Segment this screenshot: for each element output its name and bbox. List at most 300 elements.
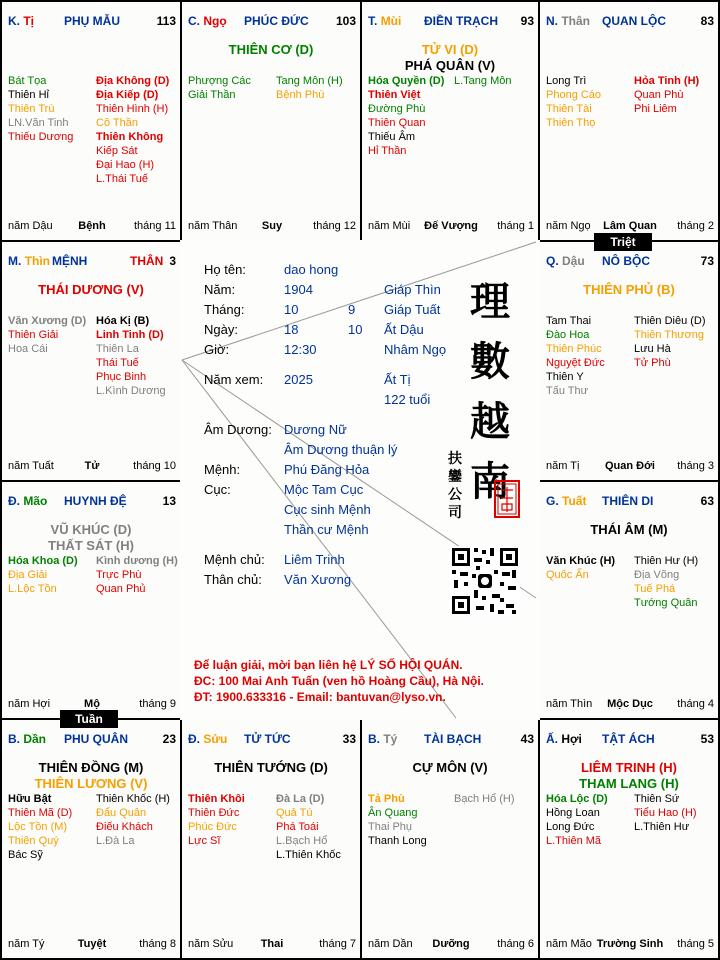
palace-footer xyxy=(8,220,176,234)
minor-star: Thiếu Âm xyxy=(368,131,416,143)
palace-truong-sinh: Lâm Quan xyxy=(603,220,657,232)
palace-chi: Dần xyxy=(23,732,47,746)
palace-header xyxy=(188,14,356,30)
stars-right-column xyxy=(276,792,341,862)
value-menh-chu: Liêm Trinh xyxy=(284,552,345,567)
value-nam-xem-can: Ất Tị xyxy=(384,372,411,387)
stars-left-column xyxy=(546,74,601,130)
palace-mui[interactable] xyxy=(360,0,540,242)
palace-can: N. xyxy=(546,14,558,28)
palace-year: năm Mão xyxy=(546,938,592,950)
palace-truong-sinh: Trường Sinh xyxy=(596,938,664,950)
palace-footer xyxy=(546,220,714,234)
minor-star: Đẩu Quân xyxy=(96,807,147,819)
minor-star: Kình dương (H) xyxy=(96,555,178,567)
minor-star: L.Thiên Mã xyxy=(546,835,602,847)
palace-suu[interactable] xyxy=(180,718,362,960)
palace-month: tháng 10 xyxy=(133,460,176,472)
qr-code-icon[interactable] xyxy=(450,546,520,616)
minor-star: Tuế Phá xyxy=(634,583,676,595)
main-star: THIÊN CƠ (D) xyxy=(228,42,314,57)
calligraphy-char-1: 理 xyxy=(470,278,510,325)
stars-right-column xyxy=(634,314,706,370)
palace-code xyxy=(188,732,227,746)
minor-star: L.Tang Môn xyxy=(454,75,512,87)
palace-truong-sinh: Tuyệt xyxy=(77,938,107,950)
minor-star: Hóa Lộc (D) xyxy=(546,793,608,805)
minor-star: Thiên Đức xyxy=(188,807,240,819)
palace-truong-sinh: Mộc Dục xyxy=(607,698,653,710)
stars-right-column xyxy=(276,74,343,102)
minor-star: Thiên Việt xyxy=(368,89,421,101)
stars-left-column xyxy=(8,792,72,862)
palace-can: Q. xyxy=(546,254,559,268)
stars-right-column xyxy=(634,74,699,116)
contact-line-1: Để luận giải, mời bạn liên hệ LÝ SỐ HỘI QUÁN. xyxy=(194,658,463,672)
stars-right-column xyxy=(454,74,511,88)
palace-truong-sinh: Dưỡng xyxy=(432,938,470,950)
minor-star: Đại Hao (H) xyxy=(96,159,155,171)
palace-month: tháng 8 xyxy=(139,938,176,950)
minor-star: Thai Phụ xyxy=(368,821,413,833)
value-cuc-1: Mộc Tam Cục xyxy=(284,482,364,497)
main-star: LIÊM TRINH (H) xyxy=(580,760,678,775)
palace-code xyxy=(8,254,50,268)
minor-star: Địa Giải xyxy=(8,569,48,581)
palace-year: năm Dần xyxy=(368,938,413,950)
palace-truong-sinh: Bệnh xyxy=(78,220,106,232)
center-info-panel xyxy=(180,240,540,720)
palace-code xyxy=(546,732,582,746)
value-nam-can: Giáp Thìn xyxy=(384,282,441,297)
minor-star: Điếu Khách xyxy=(96,821,153,833)
palace-truong-sinh: Suy xyxy=(261,220,283,232)
palace-chi: Tị xyxy=(23,14,35,28)
palace-name: ĐIỀN TRẠCH xyxy=(424,14,498,28)
minor-star: L.Thái Tuế xyxy=(96,173,148,185)
palace-year: năm Thìn xyxy=(546,698,593,710)
minor-star: Thiên Diêu (D) xyxy=(634,315,706,327)
palace-name: QUAN LỘC xyxy=(602,14,666,28)
minor-star: Hữu Bật xyxy=(8,793,52,805)
minor-star: Phúc Đức xyxy=(188,821,237,833)
minor-star: Tang Môn (H) xyxy=(276,75,343,87)
palace-number: 63 xyxy=(700,494,714,508)
minor-star: Nguyệt Đức xyxy=(546,357,605,369)
palace-header xyxy=(8,254,176,270)
palace-number: 3 xyxy=(169,254,176,268)
minor-star: Cô Thần xyxy=(96,117,138,129)
minor-star: Hỉ Thần xyxy=(368,145,407,157)
palace-year: năm Tý xyxy=(8,938,45,950)
contact-line-2: ĐC: 100 Mai Anh Tuấn (ven hồ Hoàng Cầu), Hà Nội. xyxy=(194,674,485,688)
palace-month: tháng 3 xyxy=(677,460,714,472)
value-ngay-2: 10 xyxy=(348,322,363,337)
minor-star: Thiên Phúc xyxy=(546,343,602,355)
palace-footer xyxy=(8,938,176,952)
minor-star: Long Trì xyxy=(546,75,587,87)
minor-star: Linh Tinh (D) xyxy=(96,329,164,341)
minor-star: Phục Binh xyxy=(96,371,147,383)
palace-year: năm Mùi xyxy=(368,220,411,232)
value-nam-xem: 2025 xyxy=(284,372,313,387)
minor-star: Văn Xương (D) xyxy=(8,315,87,327)
minor-star: Hóa Kị (B) xyxy=(96,315,150,327)
value-tuoi: 122 tuổi xyxy=(384,392,431,407)
seal-char: 鑾 xyxy=(448,469,462,485)
label-gio: Giờ: xyxy=(204,342,230,357)
palace-code xyxy=(8,732,46,746)
minor-star: Địa Kiếp (D) xyxy=(96,89,159,101)
palace-can: M. xyxy=(8,254,22,268)
value-am-duong-2: Âm Dương thuận lý xyxy=(284,442,398,457)
palace-month: tháng 7 xyxy=(319,938,356,950)
main-star: THIÊN LƯƠNG (V) xyxy=(34,776,148,791)
palace-header xyxy=(546,732,714,748)
palace-number: 93 xyxy=(520,14,534,28)
minor-star: Thanh Long xyxy=(368,835,427,847)
palace-can: Đ. xyxy=(188,732,200,746)
minor-star: Hóa Khoa (D) xyxy=(8,555,78,567)
minor-star: Phượng Các xyxy=(188,75,251,87)
palace-truong-sinh: Quan Đới xyxy=(605,460,655,472)
palace-footer xyxy=(8,460,176,474)
main-star: PHÁ QUÂN (V) xyxy=(404,58,496,73)
value-cuc-3: Thần cư Mệnh xyxy=(284,522,369,537)
minor-star: Tam Thai xyxy=(546,315,592,327)
palace-ngo[interactable] xyxy=(180,0,362,242)
minor-star: Quan Phù xyxy=(634,89,684,101)
palace-name: PHỤ MẪU xyxy=(64,14,120,28)
label-ho-ten: Họ tên: xyxy=(204,262,246,277)
minor-star: Đường Phù xyxy=(368,103,426,115)
minor-star: Phi Liêm xyxy=(634,103,677,115)
main-star: THIÊN PHỦ (B) xyxy=(583,282,675,297)
palace-header xyxy=(8,14,176,30)
label-thang: Tháng: xyxy=(204,302,245,317)
palace-chi: Thìn xyxy=(24,254,51,268)
palace-thin[interactable] xyxy=(0,240,182,482)
stars-right-column xyxy=(634,792,697,834)
palace-hoi[interactable] xyxy=(538,718,720,960)
main-star: THẤT SÁT (H) xyxy=(48,538,134,553)
minor-star: Tiểu Hao (H) xyxy=(634,807,697,819)
stars-right-column xyxy=(96,792,170,848)
palace-footer xyxy=(368,938,534,952)
palace-chi: Hợi xyxy=(561,732,582,746)
main-star: THIÊN ĐỒNG (M) xyxy=(38,760,144,775)
stars-left-column xyxy=(368,74,444,158)
minor-star: Ân Quang xyxy=(368,807,418,819)
palace-year: năm Tị xyxy=(546,460,580,472)
minor-star: Long Đức xyxy=(546,821,595,833)
palace-number: 113 xyxy=(156,14,176,28)
palace-year: năm Thân xyxy=(188,220,238,232)
stars-left-column xyxy=(546,792,608,848)
contact-line-3[interactable]: ĐT: 1900.633316 - Email: bantuvan@lyso.vn. xyxy=(194,690,446,704)
minor-star: Đào Hoa xyxy=(546,329,590,341)
palace-number: 33 xyxy=(342,732,356,746)
palace-header xyxy=(188,732,356,748)
palace-header xyxy=(368,14,534,30)
palace-name: TẬT ÁCH xyxy=(602,732,655,746)
palace-month: tháng 5 xyxy=(677,938,714,950)
minor-star: Văn Khúc (H) xyxy=(546,555,616,567)
palace-name: MỆNH xyxy=(52,254,88,268)
minor-star: Trực Phù xyxy=(96,569,142,581)
minor-star: Kiếp Sát xyxy=(96,145,138,157)
minor-star: Thiên La xyxy=(96,343,139,355)
minor-star: Hóa Quyền (D) xyxy=(368,75,445,87)
minor-star: Thiên Hình (H) xyxy=(96,103,169,115)
minor-star: Thiên Không xyxy=(96,131,164,143)
tuan-badge: Tuần xyxy=(60,710,118,728)
minor-star: L.Kình Dương xyxy=(96,385,166,397)
main-star: TỬ VI (D) xyxy=(421,42,479,57)
palace-year: năm Hợi xyxy=(8,698,51,710)
palace-chi: Mão xyxy=(23,494,48,508)
palace-chi: Mùi xyxy=(380,14,402,28)
palace-number: 83 xyxy=(700,14,714,28)
minor-star: Lưu Hà xyxy=(634,343,671,355)
stars-right-column xyxy=(96,554,178,596)
palace-chi: Dậu xyxy=(562,254,585,268)
palace-header xyxy=(8,494,176,510)
minor-star: LN.Văn Tinh xyxy=(8,117,69,129)
value-gio: 12:30 xyxy=(284,342,317,357)
minor-star: Thiên Hỉ xyxy=(8,89,49,101)
minor-star: Thiên Thọ xyxy=(546,117,596,129)
palace-footer xyxy=(546,938,714,952)
palace-number: 73 xyxy=(700,254,714,268)
main-star: VŨ KHÚC (D) xyxy=(50,522,132,537)
minor-star: Địa Võng xyxy=(634,569,680,581)
calligraphy-char-3: 越 xyxy=(470,398,510,445)
palace-number: 13 xyxy=(162,494,176,508)
palace-month: tháng 9 xyxy=(139,698,176,710)
minor-star: Bệnh Phù xyxy=(276,89,325,101)
palace-ti[interactable] xyxy=(0,0,182,242)
minor-star: Thiên Hư (H) xyxy=(634,555,699,567)
value-ngay-can: Ất Dậu xyxy=(384,322,424,337)
stars-right-column xyxy=(454,792,515,806)
label-cuc: Cục: xyxy=(204,482,231,497)
value-menh: Phú Đăng Hỏa xyxy=(284,462,370,477)
palace-than-marker: THÂN xyxy=(130,254,164,268)
minor-star: Thiên Quý xyxy=(8,835,59,847)
palace-can: T. xyxy=(368,14,378,28)
triet-badge: Triệt xyxy=(594,233,652,251)
minor-star: Quốc Ấn xyxy=(546,569,589,581)
palace-code xyxy=(368,732,397,746)
main-star: THAM LANG (H) xyxy=(579,776,679,791)
palace-code xyxy=(8,494,47,508)
palace-name: PHÚC ĐỨC xyxy=(244,14,309,28)
palace-truong-sinh: Đế Vượng xyxy=(424,220,478,232)
minor-star: Thiên Y xyxy=(546,371,584,383)
palace-code xyxy=(546,14,590,28)
calligraphy-char-4: 南 xyxy=(470,458,510,505)
palace-year: năm Sửu xyxy=(188,938,234,950)
stars-left-column xyxy=(8,74,73,144)
minor-star: Thiên Khốc (H) xyxy=(96,793,170,805)
value-nam: 1904 xyxy=(284,282,313,297)
palace-month: tháng 11 xyxy=(133,220,176,232)
value-thang-can: Giáp Tuất xyxy=(384,302,441,317)
palace-can: B. xyxy=(368,732,380,746)
red-seal-stamp xyxy=(494,480,520,518)
palace-header xyxy=(546,494,714,510)
seal-text xyxy=(448,450,462,522)
minor-star: Thiên Tài xyxy=(546,103,592,115)
minor-star: Thiên Quan xyxy=(368,117,426,129)
stars-left-column xyxy=(368,792,427,848)
minor-star: L.Thiên Khốc xyxy=(276,849,341,861)
minor-star: Thiếu Dương xyxy=(8,131,74,143)
palace-chi: Thân xyxy=(561,14,591,28)
label-nam: Năm: xyxy=(204,282,236,297)
value-ngay-1: 18 xyxy=(284,322,299,337)
palace-can: Đ. xyxy=(8,494,20,508)
palace-footer xyxy=(368,220,534,234)
label-menh-chu: Mệnh chủ: xyxy=(204,552,265,567)
minor-star: Thái Tuế xyxy=(96,357,139,369)
palace-ty[interactable] xyxy=(360,718,540,960)
minor-star: Hồng Loan xyxy=(546,807,600,819)
calligraphy-char-2: 數 xyxy=(470,338,510,385)
palace-code xyxy=(546,254,585,268)
palace-month: tháng 1 xyxy=(497,220,534,232)
stars-left-column xyxy=(188,792,245,848)
value-am-duong-1: Dương Nữ xyxy=(284,422,347,437)
palace-name: HUYNH ĐỆ xyxy=(64,494,127,508)
label-nam-xem: Năm xem: xyxy=(204,372,264,387)
minor-star: Tấu Thư xyxy=(546,385,589,397)
minor-star: Địa Không (D) xyxy=(96,75,170,87)
palace-truong-sinh: Thai xyxy=(260,938,284,950)
palace-than[interactable] xyxy=(538,0,720,242)
palace-number: 43 xyxy=(520,732,534,746)
palace-footer xyxy=(188,938,356,952)
value-thang-2: 9 xyxy=(348,302,356,317)
palace-chi: Tuất xyxy=(562,494,587,508)
minor-star: Thiên Thương xyxy=(634,329,705,341)
label-than-chu: Thân chủ: xyxy=(204,572,262,587)
value-ho-ten: dao hong xyxy=(284,262,339,277)
palace-month: tháng 6 xyxy=(497,938,534,950)
seal-char: 公 xyxy=(448,487,462,503)
minor-star: Thiên Sứ xyxy=(634,793,680,805)
seal-char: 扶 xyxy=(448,451,462,467)
palace-mao[interactable] xyxy=(0,480,182,720)
stars-left-column xyxy=(8,314,86,356)
main-star: THÁI DƯƠNG (V) xyxy=(38,282,144,297)
minor-star: Bạch Hổ (H) xyxy=(454,793,515,805)
label-ngay: Ngày: xyxy=(204,322,238,337)
palace-can: C. xyxy=(188,14,200,28)
minor-star: Quả Tú xyxy=(276,807,313,819)
main-star: THIÊN TƯỚNG (D) xyxy=(214,760,328,775)
palace-header xyxy=(546,14,714,30)
minor-star: Lộc Tồn (M) xyxy=(8,821,68,833)
palace-name: PHU QUÂN xyxy=(64,732,129,746)
palace-number: 103 xyxy=(335,14,356,28)
value-cuc-2: Cục sinh Mệnh xyxy=(284,502,371,517)
palace-code xyxy=(368,14,401,28)
minor-star: Bác Sỹ xyxy=(8,849,43,861)
minor-star: Tả Phù xyxy=(368,793,405,805)
value-gio-can: Nhâm Ngọ xyxy=(384,342,447,357)
value-thang-1: 10 xyxy=(284,302,299,317)
palace-footer xyxy=(546,698,714,712)
minor-star: Hỏa Tinh (H) xyxy=(634,75,700,87)
palace-header xyxy=(368,732,534,748)
palace-header xyxy=(8,732,176,748)
palace-header xyxy=(546,254,714,270)
main-star: THÁI ÂM (M) xyxy=(590,522,668,537)
label-menh: Mệnh: xyxy=(204,462,241,477)
palace-number: 23 xyxy=(162,732,176,746)
palace-can: B. xyxy=(8,732,20,746)
palace-can: Ấ. xyxy=(546,732,558,746)
stars-right-column xyxy=(634,554,698,610)
label-am-duong: Âm Dương: xyxy=(204,422,272,437)
minor-star: Tử Phù xyxy=(634,357,671,369)
palace-month: tháng 4 xyxy=(677,698,714,710)
seal-char: 司 xyxy=(448,505,462,521)
palace-name: TỬ TỨC xyxy=(244,732,291,746)
minor-star: Hoa Cái xyxy=(8,343,48,355)
palace-dan[interactable] xyxy=(0,718,182,960)
stars-left-column xyxy=(546,314,605,398)
stars-right-column xyxy=(96,74,169,186)
palace-name: TÀI BẠCH xyxy=(424,732,482,746)
minor-star: Phong Cáo xyxy=(546,89,602,101)
palace-name: THIÊN DI xyxy=(602,494,654,508)
minor-star: Thiên Mã (D) xyxy=(8,807,73,819)
palace-truong-sinh: Mộ xyxy=(84,698,100,710)
palace-month: tháng 12 xyxy=(313,220,356,232)
minor-star: Thiên Giải xyxy=(8,329,59,341)
minor-star: Lực Sĩ xyxy=(188,835,221,847)
minor-star: Tướng Quân xyxy=(634,597,698,609)
value-than-chu: Văn Xương xyxy=(284,572,352,587)
minor-star: L.Thiên Hư xyxy=(634,821,690,833)
palace-footer xyxy=(188,220,356,234)
minor-star: L.Lộc Tồn xyxy=(8,583,57,595)
palace-code xyxy=(188,14,227,28)
palace-code xyxy=(8,14,34,28)
palace-chi: Ngọ xyxy=(203,14,227,28)
minor-star: Thiên Khôi xyxy=(188,793,245,805)
minor-star: Quan Phủ xyxy=(96,583,146,595)
stars-left-column xyxy=(8,554,78,596)
palace-footer xyxy=(546,460,714,474)
palace-dau[interactable] xyxy=(538,240,720,482)
palace-year: năm Dậu xyxy=(8,220,53,232)
stars-left-column xyxy=(188,74,251,102)
minor-star: Thiên Trù xyxy=(8,103,55,115)
palace-name: NÔ BỘC xyxy=(602,254,650,268)
stars-right-column xyxy=(96,314,166,398)
minor-star: Đà La (D) xyxy=(276,793,325,805)
minor-star: Phá Toái xyxy=(276,821,319,833)
palace-tuat[interactable] xyxy=(538,480,720,720)
palace-year: năm Ngọ xyxy=(546,220,591,232)
main-star: CỰ MÔN (V) xyxy=(412,760,488,775)
palace-month: tháng 2 xyxy=(677,220,714,232)
palace-code xyxy=(546,494,586,508)
